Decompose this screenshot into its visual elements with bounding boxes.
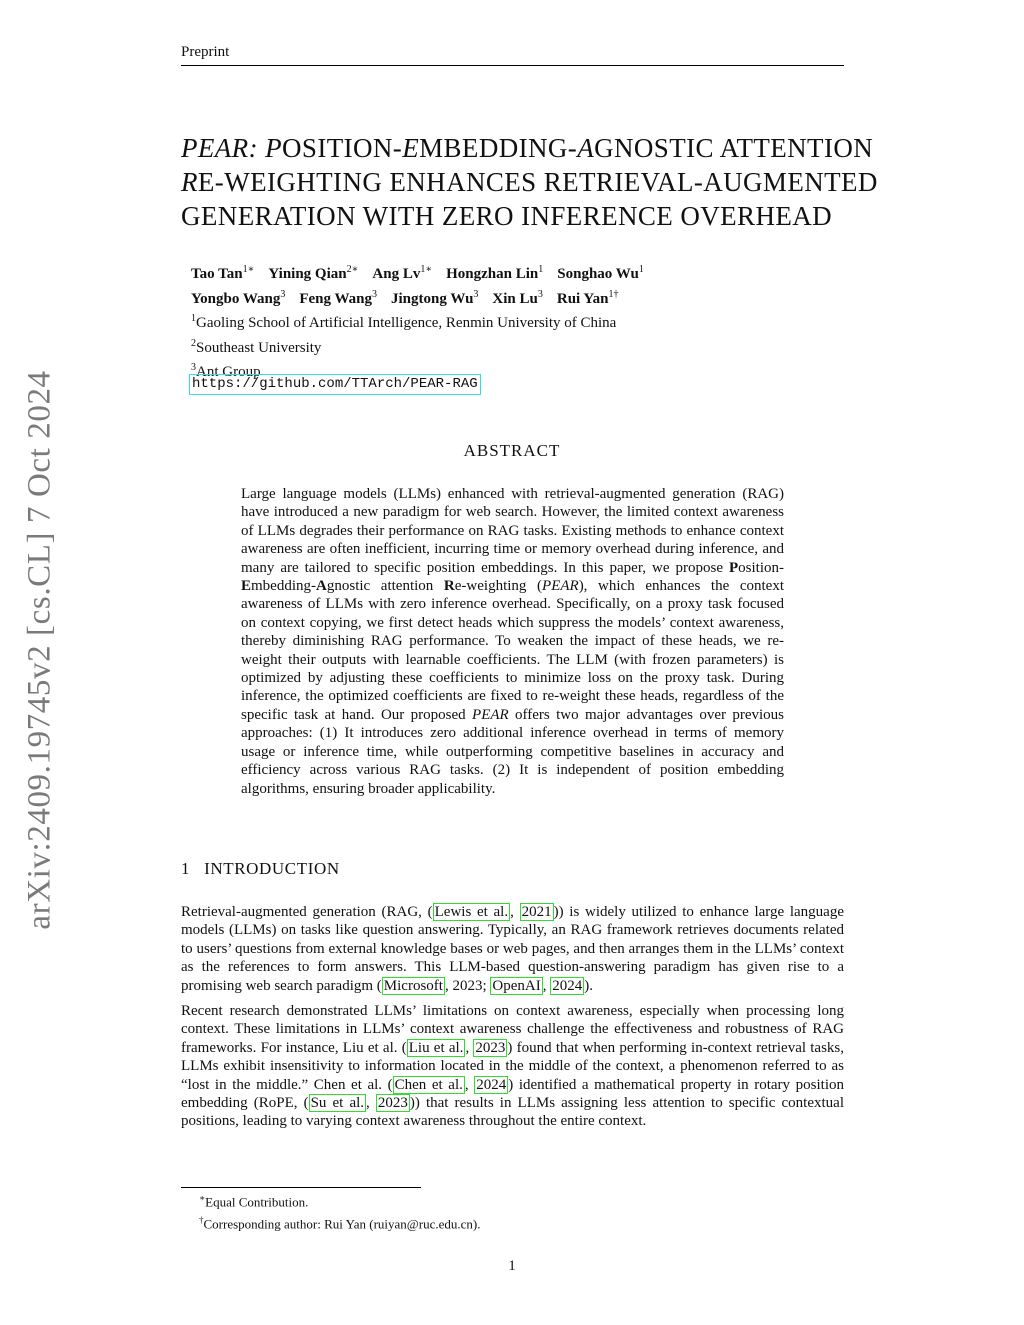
- citation-link[interactable]: 2021: [521, 904, 552, 920]
- author-row-1: [191, 260, 831, 285]
- author: Tao Tan$^{1∗}$: [191, 264, 255, 282]
- author: Rui Yan$^{1\dagger}$: [556, 288, 619, 307]
- title-part: R: [181, 167, 198, 197]
- header-rule: [181, 65, 844, 66]
- paragraph: Recent research demonstrated LLMs’ limitations on context awareness, especially when processing long context. These limitations in LLMs’ context awareness challenge the effectiveness and robustness of RAG frameworks. For instance, Liu et al. ( Liu et al. , 2023 ) found that when performing in-context retrieval tasks, LLMs exhibit insensitivity to information located in the middle of the context, a phenomenon referred to as “lost in the middle.” Chen et al. ( Chen et al. , 2024 ) identified a mathematical property in rotary position embedding (RoPE, ( Su et al. , 2023 )) that results in LLMs assigning less attention to specific contextual positions, leading to varying context awareness throughout the entire context.: [181, 1003, 845, 1130]
- section-heading: [181, 859, 340, 879]
- paragraph: Retrieval-augmented generation (RAG, ( Lewis et al. , 2021 )) is widely utilized to enhance large language models (LLMs) on tasks like question answering. Typically, an RAG framework retrieves documents related to users’ questions from external knowledge bases or web pages, and then arranges them in the LLMs’ context as the references to form answers. This LLM-based question-answering paradigm has given rise to a promising web search paradigm ( Microsoft , 2023; OpenAI , 2024 ).: [181, 904, 845, 994]
- author: Yining Qian$^{2∗}$: [268, 264, 359, 282]
- affiliation: $^3$Ant Group: [191, 362, 261, 380]
- citation-link[interactable]: Lewis et al.: [434, 904, 509, 920]
- citation-link[interactable]: 2023: [377, 1095, 408, 1112]
- author: Songhao Wu$^1$: [557, 264, 644, 282]
- author: Jingtong Wu$^3$: [391, 288, 479, 307]
- paper-title: [181, 131, 878, 233]
- author: Ang $Lv^{1∗}$: [372, 264, 433, 282]
- footnote: ∗Equal Contribution.: [199, 1193, 309, 1210]
- author: Feng Wang$^3$: [299, 288, 378, 307]
- introduction-body: [181, 903, 844, 1138]
- author: Xin Lu$^3$: [492, 288, 543, 307]
- citation-link[interactable]: Microsoft: [383, 977, 443, 994]
- title-part: OSITION-: [282, 133, 403, 163]
- title-pear: PEAR: [181, 133, 249, 163]
- author: Yongbo Wang$^3$: [191, 288, 286, 307]
- citation-link[interactable]: Liu et al.: [408, 1039, 464, 1056]
- author-block: [191, 260, 831, 383]
- citation-link[interactable]: 2024: [552, 977, 583, 994]
- author-row-2: [191, 285, 831, 310]
- abstract-heading: ABSTRACT: [463, 441, 561, 460]
- citation-link[interactable]: 2024: [476, 1076, 507, 1093]
- title-part: E-WEIGHTING ENHANCES RETRIEVAL-AUGMENTED: [197, 167, 878, 197]
- citation-link[interactable]: Su et al.: [310, 1095, 365, 1112]
- affiliation: $^2$Southeast University: [191, 337, 322, 356]
- footnote: †Corresponding author: Rui Yan (ruiyan@ruc.edu.cn).: [199, 1215, 481, 1232]
- title-part: : P: [248, 133, 283, 163]
- author: Hongzhan Lin$^1$: [446, 264, 544, 282]
- citation-link[interactable]: OpenAI: [492, 977, 541, 994]
- page-number: 1: [508, 1258, 516, 1274]
- footnotes: [199, 1189, 480, 1234]
- arxiv-identifier-text: arXiv:2409.19745v2 [cs.CL] 7 Oct 2024: [21, 370, 58, 930]
- title-part: A: [577, 133, 595, 163]
- title-part: E: [402, 133, 420, 163]
- section-number: 1: [181, 859, 191, 878]
- title-part: MBEDDING-: [419, 133, 578, 163]
- citation-link[interactable]: 2023: [475, 1039, 506, 1056]
- footnote-rule: [181, 1187, 421, 1188]
- title-part: GNOSTIC ATTENTION: [594, 133, 874, 163]
- abstract-text: Large language models (LLMs) enhanced with retrieval-augmented generation (RAG) have introduced a new paradigm for web search. However, the limited context awareness of LLMs degrades their performance on RAG tasks. Existing methods to enhance context awareness are often inefficient, incurring time or memory overhead during inference, and many are tailored to specific position embeddings. In this paper, we propose Position-Embedding-Agnostic attention Re-weighting (PEAR), which enhances the context awareness of LLMs with zero inference overhead. Specifically, on a proxy task focused on context copying, we first detect heads which suppress the models’ context awareness, thereby diminishing RAG performance. To weaken the impact of these heads, we re-weight their outputs with learnable coefficients. The LLM (with frozen parameters) is optimized by adjusting these coefficients to minimize loss on the proxy task. During inference, the optimized coefficients are fixed to re-weight these heads, regardless of the specific task at hand. Our proposed PEAR offers two major advantages over previous approaches: (1) It introduces zero additional inference overhead in terms of memory usage or inference time, while outperforming competitive baselines in accuracy and efficiency across various RAG tasks. (2) It is independent of position embedding algorithms, ensuring broader applicability.: [241, 486, 784, 797]
- running-header: Preprint: [181, 44, 230, 60]
- title-line-2: [181, 165, 878, 199]
- affiliation: $^1$Gaoling School of Artificial Intelligence, Renmin University of China: [191, 313, 617, 331]
- section-title: INTRODUCTION: [204, 859, 340, 878]
- citation-link[interactable]: Chen et al.: [394, 1076, 463, 1093]
- github-link[interactable]: https://github.com/TTArch/PEAR-RAG: [189, 374, 481, 395]
- title-line-3: GENERATION WITH ZERO INFERENCE OVERHEAD: [181, 201, 833, 231]
- title-line-1: [181, 131, 874, 165]
